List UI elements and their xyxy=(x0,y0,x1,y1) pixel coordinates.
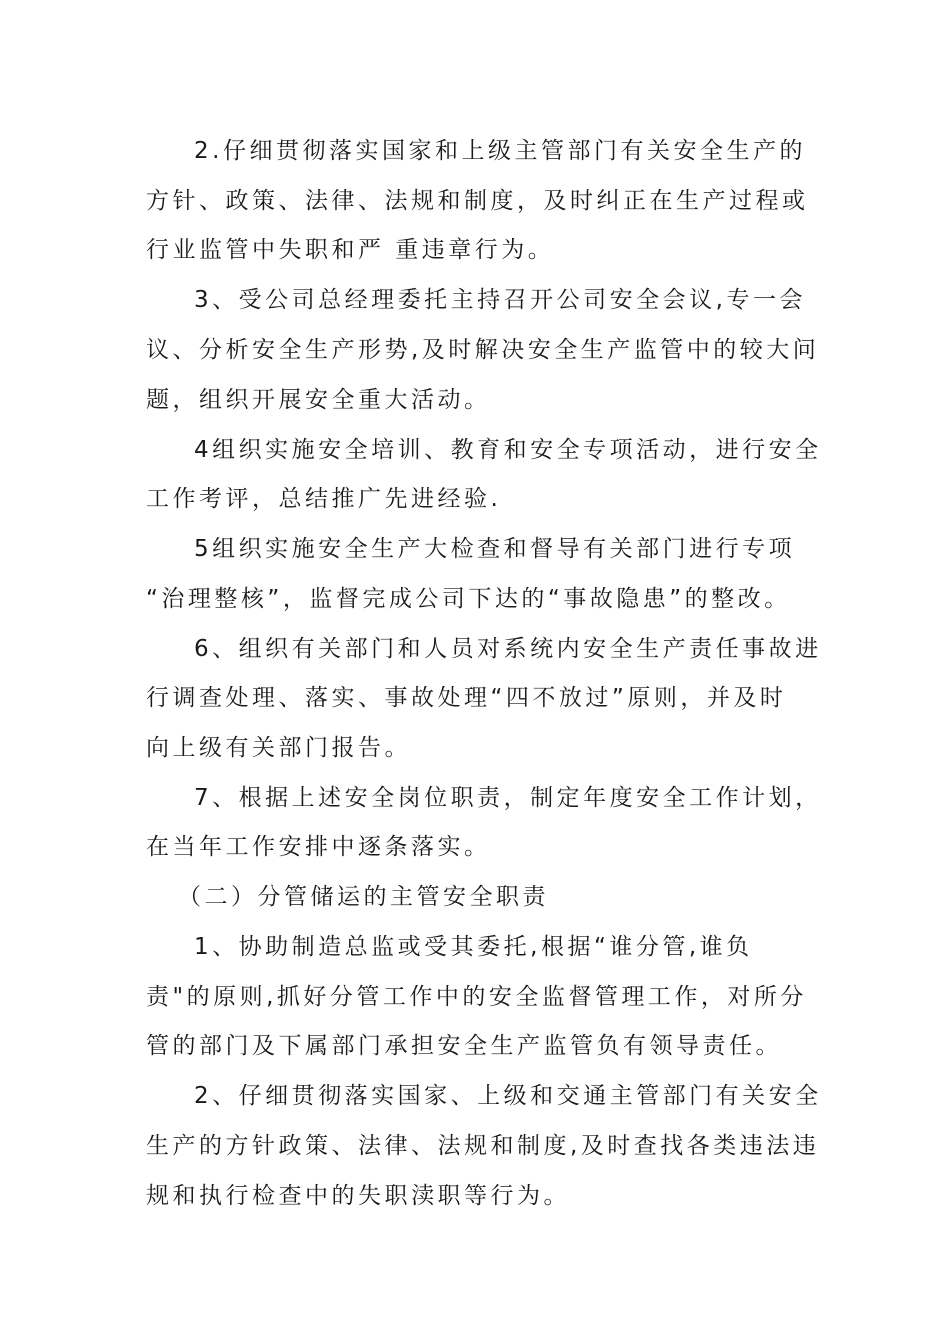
paragraph-line: 方针、政策、法律、法规和制度，及时纠正在生产过程或 xyxy=(146,188,809,214)
paragraph-line: 行调查处理、落实、事故处理“四不放过”原则，并及时 xyxy=(146,685,787,711)
paragraph-line: 5组织实施安全生产大检查和督导有关部门进行专项 xyxy=(194,536,796,562)
paragraph-line: 1、协助制造总监或受其委托,根据“谁分管,谁负 xyxy=(194,934,753,960)
paragraph-line: 7、根据上述安全岗位职责，制定年度安全工作计划， xyxy=(194,785,822,811)
paragraph-line: 2、仔细贯彻落实国家、上级和交通主管部门有关安全 xyxy=(194,1083,822,1109)
paragraph-line: 责"的原则,抓好分管工作中的安全监督管理工作，对所分 xyxy=(146,984,807,1010)
paragraph-line: 议、分析安全生产形势,及时解决安全生产监管中的较大问 xyxy=(146,337,820,363)
paragraph-line: 管的部门及下属部门承担安全生产监管负有领导责任。 xyxy=(146,1033,782,1059)
paragraph-line: 行业监管中失职和严 重违章行为。 xyxy=(146,237,555,263)
paragraph-line: 6、组织有关部门和人员对系统内安全生产责任事故进 xyxy=(194,636,822,662)
paragraph-line: 4组织实施安全培训、教育和安全专项活动，进行安全 xyxy=(194,437,822,463)
paragraph-line: 在当年工作安排中逐条落实。 xyxy=(146,834,491,860)
paragraph-line: 生产的方针政策、法律、法规和制度,及时查找各类违法违 xyxy=(146,1133,820,1159)
paragraph-line: 3、受公司总经理委托主持召开公司安全会议,专一会 xyxy=(194,287,806,313)
paragraph-line: “治理整核”，监督完成公司下达的“事故隐患”的整改。 xyxy=(146,586,791,612)
paragraph-line: 向上级有关部门报告。 xyxy=(146,735,411,761)
section-heading: （二）分管储运的主管安全职责 xyxy=(178,884,549,910)
paragraph-line: 规和执行检查中的失职渎职等行为。 xyxy=(146,1183,570,1209)
paragraph-line: 工作考评，总结推广先进经验. xyxy=(146,486,502,512)
paragraph-line: 题，组织开展安全重大活动。 xyxy=(146,387,491,413)
paragraph-line: 2.仔细贯彻落实国家和上级主管部门有关安全生产的 xyxy=(194,138,806,164)
